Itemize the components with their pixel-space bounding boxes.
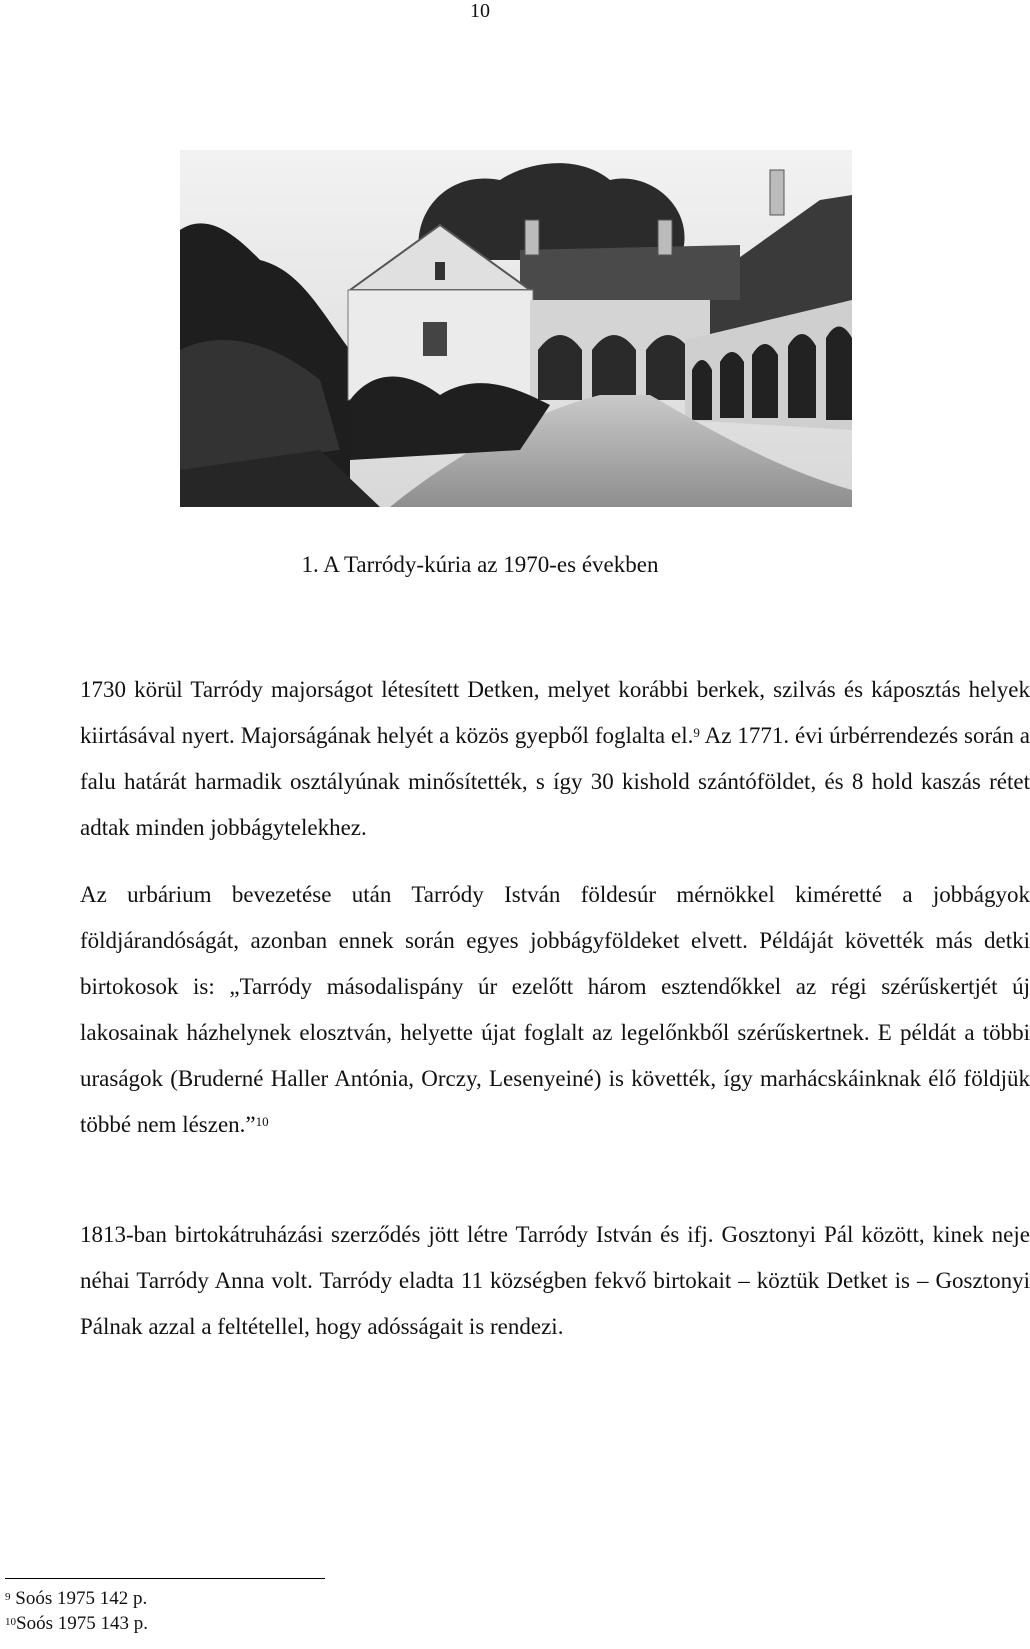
paragraph-1: 1730 körül Tarródy majorságot létesített Detken, melyet korábbi berkek, szilvás és káposztás helyek kiirtásával nyert. Majorságának helyét a közös gyepből foglalta el.$^9$ Az 1771. évi úrbérrendezés során a falu határát harmadik osztályúnak minősítették, s így 30 kishold szántóföldet, és 8 hold kaszás rétet adtak minden jobbágytelekhez. <box>80 677 1030 840</box>
paragraph-2: Az urbárium bevezetése után Tarródy István földesúr mérnökkel kiméretté a jobbágyok földjárandóságát, azonban ennek során egyes jobbágyföldeket elvett. Példáját követték más detki birtokosok is: „Tarródy másodalispány úr ezelőtt három esztendőkkel az régi szérűskertjét új lakosainak házhelynek elosztván, helyette újat foglalt az legelőnkből szérűskertnek. E példát a többi uraságok (Bruderné Haller Antónia, Orczy, Lesenyeiné) is követték, így marhácskáinknak élő földjük többé nem lészen.”$^{10}$ <box>80 882 1030 1137</box>
manor-house-photo <box>180 150 852 507</box>
figure-caption: 1. A Tarródy-kúria az 1970-es években <box>301 552 659 577</box>
footnote-10: $^{10}$Soós 1975 143 p. <box>5 1613 148 1634</box>
page-number: 10 <box>470 0 490 22</box>
footnote-separator <box>5 1578 325 1579</box>
footnote-ref-9[interactable]: 9 <box>693 725 700 740</box>
paragraph-3: 1813-ban birtokátruházási szerződés jött létre Tarródy István és ifj. Gosztonyi Pál között, kinek neje néhai Tarródy Anna volt. Tarródy eladta 11 községben fekvő birtokait – köztük Detket is – Gosztonyi Pálnak azzal a feltétellel, hogy adósságait is rendezi. <box>80 1222 1030 1339</box>
footnote-ref-10[interactable]: 10 <box>255 1114 269 1129</box>
footnote-9: $^9$ Soós 1975 142 p. <box>5 1588 148 1609</box>
